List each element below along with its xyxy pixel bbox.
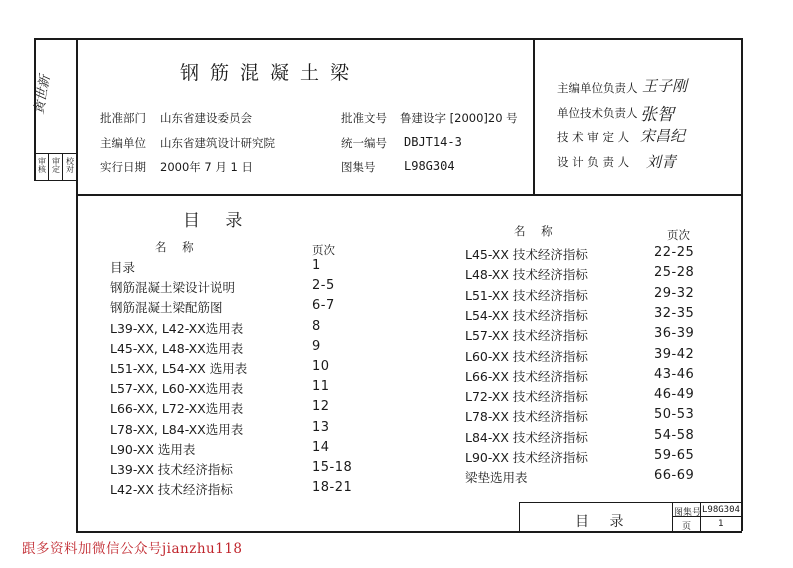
date-label: 实行日期 xyxy=(100,160,146,174)
toc-entry-name: L90-XX 技术经济指标 xyxy=(465,450,588,465)
toc-entry-name: L57-XX, L60-XX选用表 xyxy=(110,381,244,397)
side-col-3: 校对 xyxy=(66,157,74,174)
titleblock-top xyxy=(519,502,742,503)
right-name-header: 名 称 xyxy=(514,224,559,238)
titleblock-page-value: 1 xyxy=(718,519,724,529)
editor-value: 山东省建筑设计研究院 xyxy=(160,136,275,150)
bottom-border xyxy=(76,531,742,533)
side-block-sep1 xyxy=(48,153,49,180)
toc-entry-page: 11 xyxy=(312,379,330,395)
toc-entry-name: L72-XX 技术经济指标 xyxy=(465,389,588,405)
toc-entry-page: 6-7 xyxy=(312,298,335,314)
toc-entry-name: L48-XX 技术经济指标 xyxy=(465,267,588,283)
side-col-2: 审定 xyxy=(52,157,60,174)
atlas-label: 图集号 xyxy=(341,160,376,174)
approve-dept-value: 山东省建设委员会 xyxy=(160,111,252,125)
toc-entry-name: 钢筋混凝土梁配筋图 xyxy=(110,300,223,316)
side-col-1: 审核 xyxy=(38,157,46,174)
toc-entry-name: L42-XX 技术经济指标 xyxy=(110,482,233,498)
toc-entry-page: 46-49 xyxy=(654,387,695,403)
design-signature: 刘青 xyxy=(646,153,677,171)
left-name-header: 名 称 xyxy=(155,240,200,254)
doc-no-value: 鲁建设字 [2000]20 号 xyxy=(400,111,518,125)
titleblock-sheet-title: 目 录 xyxy=(575,514,632,530)
toc-entry-page: 25-28 xyxy=(654,265,695,281)
document-title: 钢筋混凝土梁 xyxy=(180,62,361,84)
toc-entry-page: 59-65 xyxy=(654,448,695,463)
toc-entry-page: 29-32 xyxy=(654,285,695,301)
titleblock-page-label: 页 xyxy=(682,522,692,532)
toc-entry-page: 8 xyxy=(312,318,321,334)
toc-entry-page: 15-18 xyxy=(312,460,353,475)
toc-entry-name: L39-XX 技术经济指标 xyxy=(110,462,233,477)
inner-left-border xyxy=(76,38,78,531)
atlas-value: L98G304 xyxy=(404,159,455,173)
toc-entry-page: 66-69 xyxy=(654,468,695,484)
toc-entry-name: L90-XX 选用表 xyxy=(110,441,196,457)
toc-entry-name: L57-XX 技术经济指标 xyxy=(465,328,588,344)
outer-top-border xyxy=(34,38,742,40)
left-vertical-signature: 黄世新 xyxy=(31,74,54,116)
toc-entry-page: 12 xyxy=(312,399,330,415)
toc-entry-name: L51-XX 技术经济指标 xyxy=(465,287,588,303)
toc-entry-name: 钢筋混凝土梁设计说明 xyxy=(110,280,236,296)
side-block-sep2 xyxy=(62,153,63,180)
toc-entry-name: 目录 xyxy=(110,260,136,275)
code-label: 统一编号 xyxy=(341,136,387,150)
date-value: 2000年 7 月 1 日 xyxy=(160,160,254,174)
toc-entry-name: L78-XX 技术经济指标 xyxy=(465,409,588,425)
outer-right-border xyxy=(741,38,743,531)
chief-label: 主编单位负责人 xyxy=(557,81,638,95)
toc-entry-page: 36-39 xyxy=(654,326,695,342)
toc-entry-name: L45-XX, L48-XX选用表 xyxy=(110,340,244,356)
toc-entry-page: 2-5 xyxy=(312,278,335,294)
toc-entry-page: 22-25 xyxy=(654,245,695,260)
titleblock-atlas-label: 图集号 xyxy=(674,508,702,518)
toc-entry-page: 1 xyxy=(312,258,321,273)
header-divider xyxy=(76,194,742,196)
titleblock-left xyxy=(519,502,520,531)
toc-entry-page: 54-58 xyxy=(654,427,695,443)
toc-entry-page: 39-42 xyxy=(654,346,695,362)
toc-entry-page: 18-21 xyxy=(312,480,353,496)
toc-entry-name: L60-XX 技术经济指标 xyxy=(465,348,588,364)
review-label: 技 术 审 定 人 xyxy=(557,130,630,144)
toc-entry-name: L66-XX 技术经济指标 xyxy=(465,368,588,384)
toc-entry-name: L39-XX, L42-XX选用表 xyxy=(110,320,244,336)
toc-entry-name: L51-XX, L54-XX 选用表 xyxy=(110,361,248,376)
design-label: 设 计 负 责 人 xyxy=(557,155,630,169)
footer-note: 跟多资料加微信公众号jianzhu118 xyxy=(22,541,243,557)
side-block-top xyxy=(34,153,76,154)
left-page-header: 页次 xyxy=(312,243,335,257)
toc-entry-page: 50-53 xyxy=(654,407,695,423)
tech-signature: 张智 xyxy=(640,105,674,125)
chief-signature: 王子刚 xyxy=(642,77,688,95)
toc-title: 目 录 xyxy=(183,211,253,231)
toc-entry-page: 9 xyxy=(312,338,321,354)
toc-entry-name: L66-XX, L72-XX选用表 xyxy=(110,401,244,417)
doc-no-label: 批准文号 xyxy=(341,111,387,125)
side-block-bottom xyxy=(34,180,76,181)
code-value: DBJT14-3 xyxy=(404,135,462,149)
toc-entry-name: L45-XX 技术经济指标 xyxy=(465,247,588,262)
toc-entry-page: 13 xyxy=(312,419,330,435)
toc-entry-name: L54-XX 技术经济指标 xyxy=(465,307,588,323)
toc-entry-name: 梁垫选用表 xyxy=(465,470,528,486)
tech-label: 单位技术负责人 xyxy=(557,106,638,120)
toc-entry-page: 10 xyxy=(312,359,330,374)
toc-entry-page: 14 xyxy=(312,439,330,455)
review-signature: 宋昌纪 xyxy=(640,127,686,145)
toc-entry-page: 43-46 xyxy=(654,366,695,382)
toc-entry-page: 32-35 xyxy=(654,305,695,321)
toc-entry-name: L78-XX, L84-XX选用表 xyxy=(110,421,244,437)
signature-divider xyxy=(533,38,535,194)
toc-entry-name: L84-XX 技术经济指标 xyxy=(465,429,588,445)
editor-label: 主编单位 xyxy=(100,136,146,150)
titleblock-atlas-value: L98G304 xyxy=(702,505,740,515)
right-page-header: 页次 xyxy=(667,228,690,242)
approve-dept-label: 批准部门 xyxy=(100,111,146,125)
